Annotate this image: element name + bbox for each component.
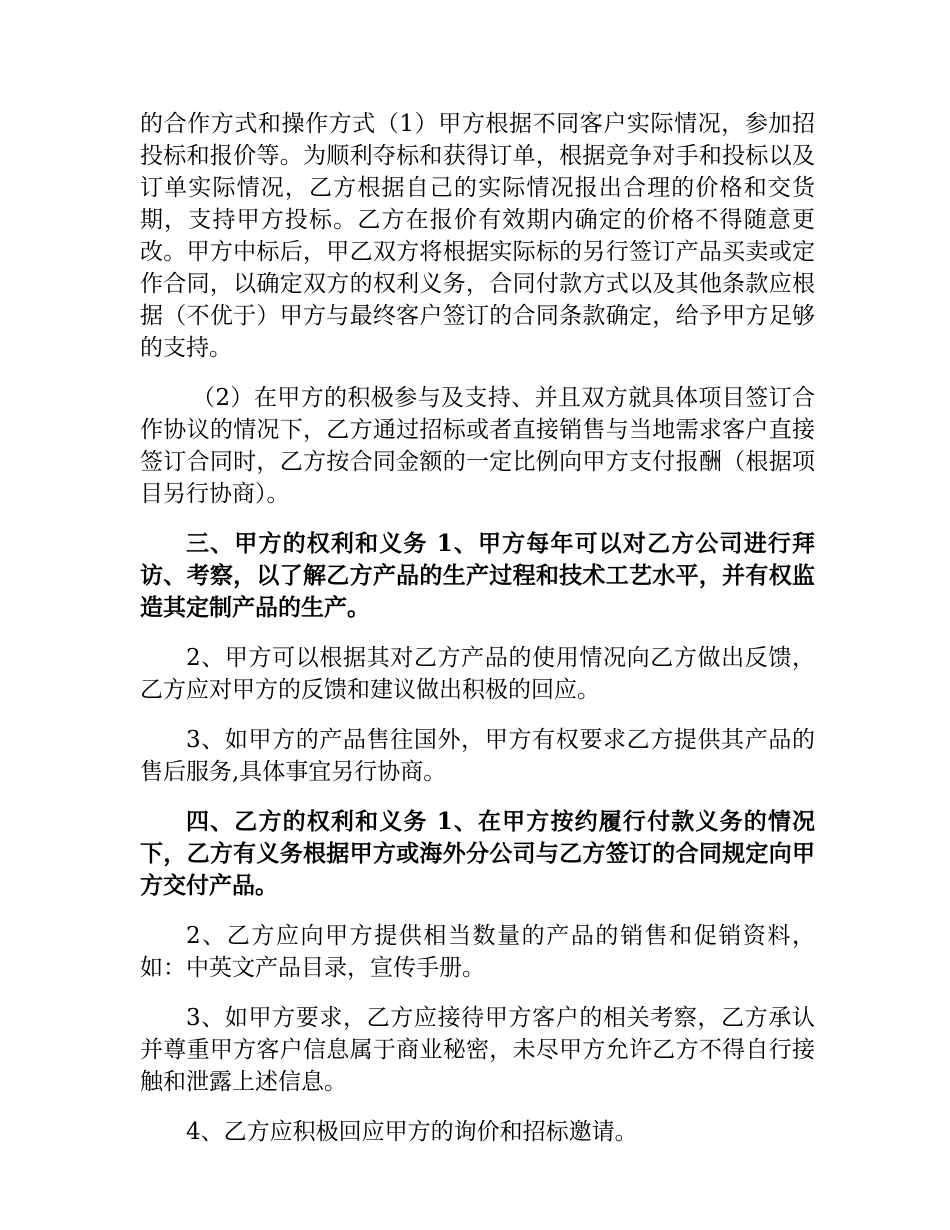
paragraph-party-b-item-2: 2、乙方应向甲方提供相当数量的产品的销售和促销资料，如：中英文产品目录，宣传手册。 <box>140 923 815 981</box>
paragraph-party-a-item-3: 3、如甲方的产品售往国外，甲方有权要求乙方提供其产品的售后服务,具体事宜另行协商。 <box>140 727 815 785</box>
document-page <box>140 108 815 1166</box>
paragraph-party-a-item-2: 2、甲方可以根据其对乙方产品的使用情况向乙方做出反馈，乙方应对甲方的反馈和建议做出积极的回应。 <box>140 645 815 703</box>
paragraph-cooperation-method: 的合作方式和操作方式（1）甲方根据不同客户实际情况，参加招投标和报价等。为顺利夺标和获得订单，根据竞争对手和投标以及订单实际情况，乙方根据自己的实际情况报出合理的价格和交货期，支持甲方投标。乙方在报价有效期内确定的价格不得随意更改。甲方中标后，甲乙双方将根据实际标的另行签订产品买卖或定作合同，以确定双方的权利义务，合同付款方式以及其他条款应根据（不优于）甲方与最终客户签订的合同条款确定，给予甲方足够的支持。 <box>140 111 815 361</box>
paragraph-clause-2: （2）在甲方的积极参与及支持、并且双方就具体项目签订合作协议的情况下，乙方通过招标或者直接销售与当地需求客户直接签订合同时，乙方按合同金额的一定比例向甲方支付报酬（根据项目另行协商）。 <box>140 385 815 507</box>
paragraph-party-b-item-3: 3、如甲方要求，乙方应接待甲方客户的相关考察，乙方承认并尊重甲方客户信息属于商业秘密，未尽甲方允许乙方不得自行接触和泄露上述信息。 <box>140 1005 815 1095</box>
section-heading-party-b-rights: 四、乙方的权利和义务 1、在甲方按约履行付款义务的情况下，乙方有义务根据甲方或海外分公司与乙方签订的合同规定向甲方交付产品。 <box>140 808 815 899</box>
section-heading-party-a-rights: 三、甲方的权利和义务 1、甲方每年可以对乙方公司进行拜访、考察，以了解乙方产品的生产过程和技术工艺水平，并有权监造其定制产品的生产。 <box>140 530 815 621</box>
paragraph-party-b-item-4: 4、乙方应积极回应甲方的询价和招标邀请。 <box>186 1119 638 1145</box>
